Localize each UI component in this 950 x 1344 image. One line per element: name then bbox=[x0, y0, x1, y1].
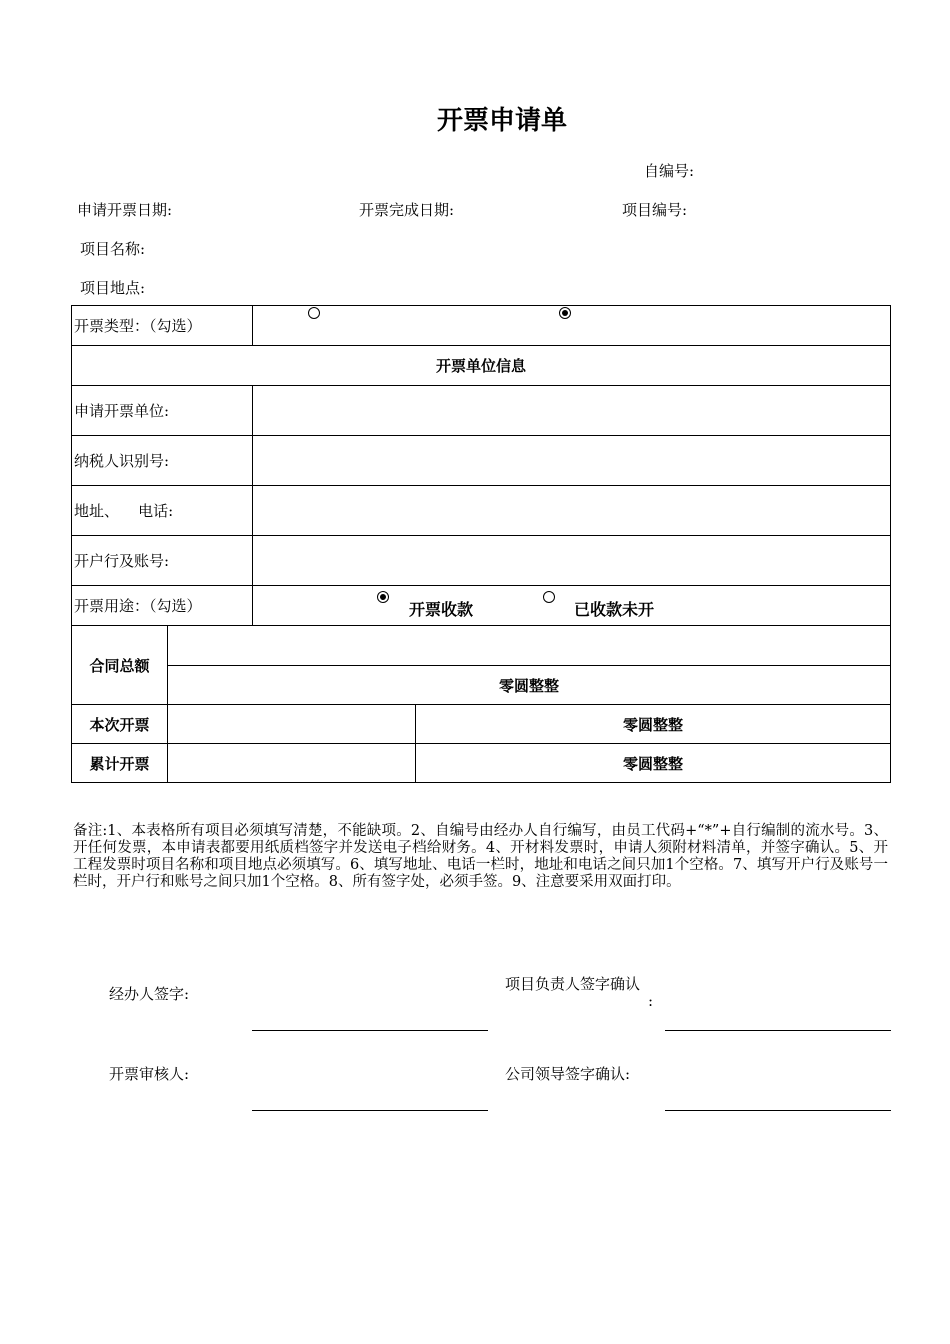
current-invoice-label bbox=[71, 704, 168, 744]
address-phone-label-text: 地址、 电话: bbox=[74, 502, 174, 520]
contract-total-amount-field[interactable] bbox=[167, 625, 891, 666]
project-number-label: 项目编号: bbox=[622, 201, 688, 219]
taxpayer-id-label bbox=[71, 435, 253, 486]
current-invoice-label-text: 本次开票 bbox=[89, 715, 150, 734]
section-title-unit-info bbox=[71, 345, 891, 386]
project-location-label: 项目地点: bbox=[80, 279, 146, 297]
invoice-type-label bbox=[71, 305, 253, 346]
company-leader-signature-line[interactable] bbox=[665, 1110, 891, 1111]
complete-date-label: 开票完成日期: bbox=[359, 201, 455, 219]
reviewer-signature-label: 开票审核人: bbox=[109, 1065, 190, 1083]
contract-total-label-text: 合同总额 bbox=[89, 656, 150, 675]
cumulative-invoice-upper-text: 零圆整整 bbox=[622, 754, 683, 773]
purpose-label-text: 开票用途：（勾选） bbox=[74, 597, 202, 615]
notes-paragraph: 备注:1、本表格所有项目必须填写清楚，不能缺项。2、自编号由经办人自行编写，由员工代码+“*”+自行编制的流水号。3、开任何发票，本申请表都要用纸质档签字并发送电子档给财务。4、开材料发票时，申请人须附材料清单，并签字确认。5、开工程发票时项目名称和项目地点必须填写。6、填写地址、电话一栏时，地址和电话之间只加1个空格。7、填写开户行及账号一栏时，开户行和账号之间只加1个空格。8、所有签字处，必须手签。9、注意要采用双面打印。 bbox=[73, 823, 888, 890]
invoice-type-radio-2[interactable] bbox=[559, 307, 571, 319]
handler-signature-label: 经办人签字: bbox=[109, 985, 190, 1003]
current-invoice-upper bbox=[415, 704, 891, 744]
current-invoice-amount-field[interactable] bbox=[167, 704, 416, 744]
cumulative-invoice-amount-field[interactable] bbox=[167, 743, 416, 783]
cumulative-invoice-label-text: 累计开票 bbox=[89, 754, 150, 773]
contract-total-upper-text: 零圆整整 bbox=[498, 676, 559, 695]
reviewer-signature-line[interactable] bbox=[252, 1110, 488, 1111]
applicant-unit-label-text: 申请开票单位: bbox=[74, 402, 170, 420]
address-phone-label bbox=[71, 485, 253, 536]
purpose-options bbox=[252, 585, 891, 626]
apply-date-label: 申请开票日期: bbox=[77, 201, 173, 219]
project-lead-signature-label: 项目负责人签字确认 bbox=[505, 975, 641, 993]
company-leader-signature-label: 公司领导签字确认: bbox=[505, 1065, 631, 1083]
bank-account-label bbox=[71, 535, 253, 586]
purpose-radio-invoice-collect[interactable] bbox=[377, 591, 389, 603]
invoice-type-options bbox=[252, 305, 891, 346]
address-phone-field[interactable] bbox=[252, 485, 891, 536]
taxpayer-id-label-text: 纳税人识别号: bbox=[74, 452, 170, 470]
purpose-option-invoice-collect: 开票收款 bbox=[409, 600, 474, 619]
handler-signature-line[interactable] bbox=[252, 1030, 488, 1031]
purpose-radio-collected-not-invoiced[interactable] bbox=[543, 591, 555, 603]
bank-account-field[interactable] bbox=[252, 535, 891, 586]
invoice-type-label-text: 开票类型：（勾选） bbox=[74, 317, 202, 335]
bank-account-label-text: 开户行及账号: bbox=[74, 552, 170, 570]
current-invoice-upper-text: 零圆整整 bbox=[622, 715, 683, 734]
purpose-label bbox=[71, 585, 253, 626]
contract-total-label bbox=[71, 625, 168, 705]
applicant-unit-label bbox=[71, 385, 253, 436]
page-title: 开票申请单 bbox=[436, 106, 567, 136]
invoice-type-radio-1[interactable] bbox=[308, 307, 320, 319]
purpose-option-collected-not-invoiced: 已收款未开 bbox=[574, 600, 655, 619]
cumulative-invoice-upper bbox=[415, 743, 891, 783]
project-lead-signature-colon: : bbox=[648, 992, 654, 1010]
section-title-text: 开票单位信息 bbox=[435, 357, 526, 375]
contract-total-upper bbox=[167, 665, 891, 705]
taxpayer-id-field[interactable] bbox=[252, 435, 891, 486]
project-lead-signature-line[interactable] bbox=[665, 1030, 891, 1031]
project-name-label: 项目名称: bbox=[80, 240, 146, 258]
self-number-label: 自编号: bbox=[644, 162, 695, 180]
applicant-unit-field[interactable] bbox=[252, 385, 891, 436]
cumulative-invoice-label bbox=[71, 743, 168, 783]
